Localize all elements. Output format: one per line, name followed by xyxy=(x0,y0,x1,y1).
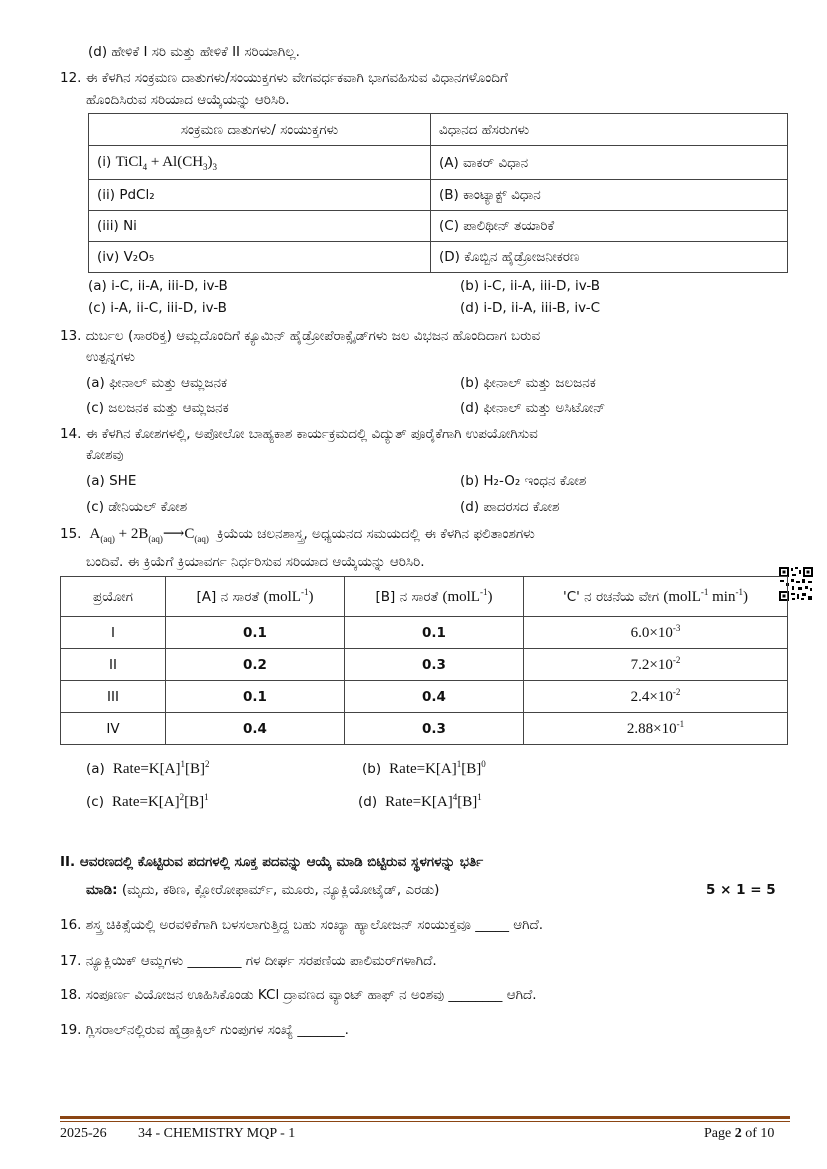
q15-row-2-rate: $7.2\times 10^{-2}$ xyxy=(524,649,788,681)
q15-header-b-label: [B] ನ ಸಾರತೆ xyxy=(375,589,439,605)
q15-header-trial: ಪ್ರಯೋಗ xyxy=(61,577,166,617)
q18-number: 18. xyxy=(60,987,82,1003)
q15-row-3-a: 0.1 xyxy=(166,681,345,713)
q15-row-2-trial: II xyxy=(61,649,166,681)
q13-option-b: (b) ಫೀನಾಲ್ ಮತ್ತು ಜಲಜನಕ xyxy=(460,375,596,391)
q15-option-d-label: (d) xyxy=(358,794,378,810)
q13-option-a: (a) ಫೀನಾಲ್ ಮತ್ತು ಆಮ್ಲಜನಕ xyxy=(86,375,228,391)
footer-divider-thin xyxy=(60,1121,790,1122)
q12-option-b: (b) i-C, ii-A, iii-D, iv-B xyxy=(460,278,601,294)
q16-number: 16. xyxy=(60,917,82,933)
q12-text-1: ಈ ಕೆಳಗಿನ ಸಂಕ್ರಮಣ ದಾತುಗಳು/ಸಂಯುಕ್ತಗಳು ವೇಗವರ್ಧಕವಾಗಿ ಭಾಗವಹಿಸುವ ವಿಧಾನಗಳೊಂದಿಗೆ xyxy=(85,70,508,86)
q18 xyxy=(60,985,537,1005)
q13-number: 13. xyxy=(60,328,82,344)
q15-option-c xyxy=(86,787,209,812)
q15-header-b-unit: (molL$^{-1}$) xyxy=(442,587,493,605)
q15-header-c-label: 'C' ನ ರಚನೆಯ ವೇಗ xyxy=(563,589,660,605)
q15-row-4-rate: $2.88\times 10^{-1}$ xyxy=(524,713,788,745)
q15-header-a-label: [A] ನ ಸಾರತೆ xyxy=(196,589,260,605)
q15-header-c-unit: (molL$^{-1}$ $\min^{-1}$) xyxy=(663,587,748,605)
q15-header-a-unit: (molL$^{-1}$) xyxy=(263,587,314,605)
q12-line1 xyxy=(60,68,508,88)
q15-row-4-a: 0.4 xyxy=(166,713,345,745)
q14-line1 xyxy=(60,424,538,444)
q15-option-c-label: (c) xyxy=(86,794,104,810)
q15-option-a xyxy=(86,754,209,779)
q14-option-b: (b) H₂-O₂ ಇಂಧನ ಕೋಶ xyxy=(460,473,587,489)
q15-row-1-trial: I xyxy=(61,617,166,649)
q12-row-1-prefix: (i) xyxy=(97,153,112,170)
q15-row-4-rate-mantissa: 2.88 xyxy=(626,721,654,737)
q15-number: 15. xyxy=(60,526,82,542)
q12-row-4-left: (iv) V₂O₅ xyxy=(89,242,431,273)
q12-option-d: (d) i-D, ii-A, iii-B, iv-C xyxy=(460,300,601,316)
q14-line2: ಕೋಶವು xyxy=(86,447,124,463)
q15-option-b-formula: $Rate=K[A]^1[B]^0$ xyxy=(385,759,486,777)
q13-line1 xyxy=(60,326,540,346)
q12-row-2-left: (ii) PdCl₂ xyxy=(89,180,431,211)
q15-table xyxy=(60,576,788,745)
q15-row-3-b: 0.4 xyxy=(345,681,524,713)
q15-header-a xyxy=(166,577,345,617)
q15-row-3-rate-mantissa: 2.4 xyxy=(630,689,650,705)
q12-number: 12. xyxy=(60,70,82,86)
footer-page-suffix: of 10 xyxy=(741,1126,775,1141)
section-2-heading: II. ಆವರಣದಲ್ಲಿ ಕೊಟ್ಟಿರುವ ಪದಗಳಲ್ಲಿ ಸೂಕ್ತ ಪದವನ್ನು ಆಯ್ಕೆ ಮಾಡಿ ಬಿಟ್ಟಿರುವ ಸ್ಥಳಗಳನ್ನು ಭರ್ತಿ xyxy=(60,854,484,870)
q17-number: 17. xyxy=(60,953,82,969)
q15-header-b xyxy=(345,577,524,617)
section-2-marks: 5 × 1 = 5 xyxy=(706,882,776,898)
q15-row-1-b: 0.1 xyxy=(345,617,524,649)
q14-text-1: ಈ ಕೆಳಗಿನ ಕೋಶಗಳಲ್ಲಿ, ಅಪೋಲೋ ಬಾಹ್ಯಕಾಶ ಕಾರ್ಯಕ್ರಮದಲ್ಲಿ ವಿದ್ಯುತ್ ಪೂರೈಕೆಗಾಗಿ ಉಪಯೋಗಿಸುವ xyxy=(85,426,538,442)
q18-text: ಸಂಪೂರ್ಣ ವಿಯೋಜನ ಊಹಿಸಿಕೊಂಡು KCl ದ್ರಾವಣದ ವ್ಯಾಂಟ್ ಹಾಫ್ ನ ಅಂಶವು ________ ಆಗಿದೆ. xyxy=(85,987,537,1003)
q15-option-a-formula: $Rate=K[A]^1[B]^2$ xyxy=(109,759,210,777)
q17 xyxy=(60,951,437,971)
q14-option-c: (c) ಡೇನಿಯಲ್ ಕೋಶ xyxy=(86,499,188,515)
q15-reaction: $A_{(aq)}$ + $2B_{(aq)}⟶C_{(aq)}$ xyxy=(85,526,209,544)
q13-option-d: (d) ಫೀನಾಲ್ ಮತ್ತು ಅಸಿಟೋನ್ xyxy=(460,400,606,416)
q19 xyxy=(60,1020,349,1040)
q15-row-2-rate-exp: -2 xyxy=(672,655,681,665)
q12-row-4-right: (D) ಕೊಬ್ಬಿನ ಹೈಡ್ರೋಜನೀಕರಣ xyxy=(431,242,788,273)
q12-line2: ಹೊಂದಿಸಿರುವ ಸರಿಯಾದ ಆಯ್ಕೆಯನ್ನು ಆರಿಸಿರಿ. xyxy=(86,92,290,108)
footer-divider-thick xyxy=(60,1116,790,1119)
q16-text: ಶಸ್ತ್ರ ಚಿಕಿತ್ಸೆಯಲ್ಲಿ ಅರವಳಿಕೆಗಾಗಿ ಬಳಸಲಾಗುತ್ತಿದ್ದ ಬಹು ಸಂಖ್ಯಾ ಹ್ಯಾಲೋಜನ್ ಸಂಯುಕ್ತವೂ _____ ಆಗಿದೆ. xyxy=(85,917,544,933)
q15-header-c xyxy=(524,577,788,617)
q12-row-1-formula: TiCl$_4$ + $Al(CH_3)_3$ xyxy=(115,153,218,172)
q15-row-4-b: 0.3 xyxy=(345,713,524,745)
q11-option-d: (d) ಹೇಳಿಕೆ I ಸರಿ ಮತ್ತು ಹೇಳಿಕೆ II ಸರಿಯಾಗಿಲ್ಲ. xyxy=(88,44,300,60)
section-2-words xyxy=(86,880,439,900)
q15-row-1-a: 0.1 xyxy=(166,617,345,649)
q14-option-d: (d) ಪಾದರಸದ ಕೋಶ xyxy=(460,499,560,515)
q15-text-1: ಕ್ರಿಯೆಯ ಚಲನಶಾಸ್ತ್ರ, ಅಧ್ಯಯನದ ಸಮಯದಲ್ಲಿ ಈ ಕೆಳಗಿನ ಫಲಿತಾಂಶಗಳು xyxy=(216,526,535,542)
q14-option-a: (a) SHE xyxy=(86,473,137,489)
footer-year: 2025-26 xyxy=(60,1126,107,1141)
q15-row-4-rate-exp: -1 xyxy=(676,719,685,729)
q15-row-2-a: 0.2 xyxy=(166,649,345,681)
q15-row-1-rate: $6.0\times 10^{-3}$ xyxy=(524,617,788,649)
footer-page-prefix: Page xyxy=(704,1126,735,1141)
q15-row-3-rate-exp: -2 xyxy=(672,687,681,697)
q15-row-1-rate-mantissa: 6.0 xyxy=(630,625,650,641)
q19-text: ಗ್ಲಿಸರಾಲ್‌ನಲ್ಲಿರುವ ಹೈಡ್ರಾಕ್ಸಿಲ್ ಗುಂಪುಗಳ ಸಂಖ್ಯೆ _______. xyxy=(85,1022,349,1038)
q17-text: ನ್ಯೂಕ್ಲಿಯಿಕ್ ಆಮ್ಲಗಳು ________ ಗಳ ದೀರ್ಘ ಸರಪಣಿಯ ಪಾಲಿಮರ್‌ಗಳಾಗಿದೆ. xyxy=(85,953,437,969)
q15-option-c-formula: $Rate=K[A]^2[B]^1$ xyxy=(108,792,209,810)
q13-line2: ಉತ್ಪನ್ನಗಳು xyxy=(86,349,135,365)
q12-row-3-right: (C) ಪಾಲಿಥೀನ್ ತಯಾರಿಕೆ xyxy=(431,211,788,242)
footer-page xyxy=(704,1126,774,1142)
footer-title: 34 - CHEMISTRY MQP - 1 xyxy=(138,1126,296,1141)
q12-row-2-right: (B) ಕಾಂಟ್ಯಾಕ್ಟ್ ವಿಧಾನ xyxy=(431,180,788,211)
q12-header-right: ವಿಧಾನದ ಹೆಸರುಗಳು xyxy=(431,114,788,146)
q12-header-left: ಸಂಕ್ರಮಣ ದಾತುಗಳು/ ಸಂಯುಕ್ತಗಳು xyxy=(89,114,431,146)
q12-option-c: (c) i-A, ii-C, iii-D, iv-B xyxy=(88,300,227,316)
footer-page-number: 2 xyxy=(734,1126,742,1141)
section-2-instruction: ಮಾಡಿ: xyxy=(86,882,118,898)
q13-option-c: (c) ಜಲಜನಕ ಮತ್ತು ಆಮ್ಲಜನಕ xyxy=(86,400,229,416)
q12-table xyxy=(88,113,788,273)
q15-option-a-label: (a) xyxy=(86,761,105,777)
section-2-word-list: (ಮೃದು, ಕಠಿಣ, ಕ್ಲೋರೋಫಾರ್ಮ್, ಮೂರು, ನ್ಯೂಕ್ಲಿಯೋಟೈಡ್, ಎರಡು) xyxy=(121,882,440,898)
q12-row-3-left: (iii) Ni xyxy=(89,211,431,242)
q15-option-b-label: (b) xyxy=(362,761,382,777)
q12-option-a: (a) i-C, ii-A, iii-D, iv-B xyxy=(88,278,228,294)
q15-line1 xyxy=(60,524,535,549)
q15-row-3-rate: $2.4\times 10^{-2}$ xyxy=(524,681,788,713)
q15-option-b xyxy=(362,754,486,779)
q12-row-1-right: (A) ವಾಕರ್ ವಿಧಾನ xyxy=(431,146,788,180)
q19-number: 19. xyxy=(60,1022,82,1038)
q15-row-4-trial: IV xyxy=(61,713,166,745)
q15-option-d xyxy=(358,787,482,812)
q15-line2: ಬಂದಿವೆ. ಈ ಕ್ರಿಯೆಗೆ ಕ್ರಿಯಾವರ್ಗ ನಿರ್ಧರಿಸುವ ಸರಿಯಾದ ಆಯ್ಕೆಯನ್ನು ಆರಿಸಿರಿ. xyxy=(86,554,425,570)
q13-text-1: ದುರ್ಬಲ (ಸಾರರಿಕ್ತ) ಆಮ್ಲದೊಂದಿಗೆ ಕ್ಯೂಮಿನ್ ಹೈಡ್ರೋಪೆರಾಕ್ಸೈಡ್‌ಗಳು ಜಲ ವಿಭಜನ ಹೊಂದಿದಾಗ ಬರುವ xyxy=(85,328,541,344)
q15-row-3-trial: III xyxy=(61,681,166,713)
q12-row-1-left xyxy=(89,146,431,180)
q15-row-2-rate-mantissa: 7.2 xyxy=(630,657,650,673)
q16 xyxy=(60,915,543,935)
q14-number: 14. xyxy=(60,426,82,442)
q15-option-d-formula: $Rate=K[A]^4[B]^1$ xyxy=(381,792,482,810)
q15-row-2-b: 0.3 xyxy=(345,649,524,681)
q15-row-1-rate-exp: -3 xyxy=(672,623,681,633)
